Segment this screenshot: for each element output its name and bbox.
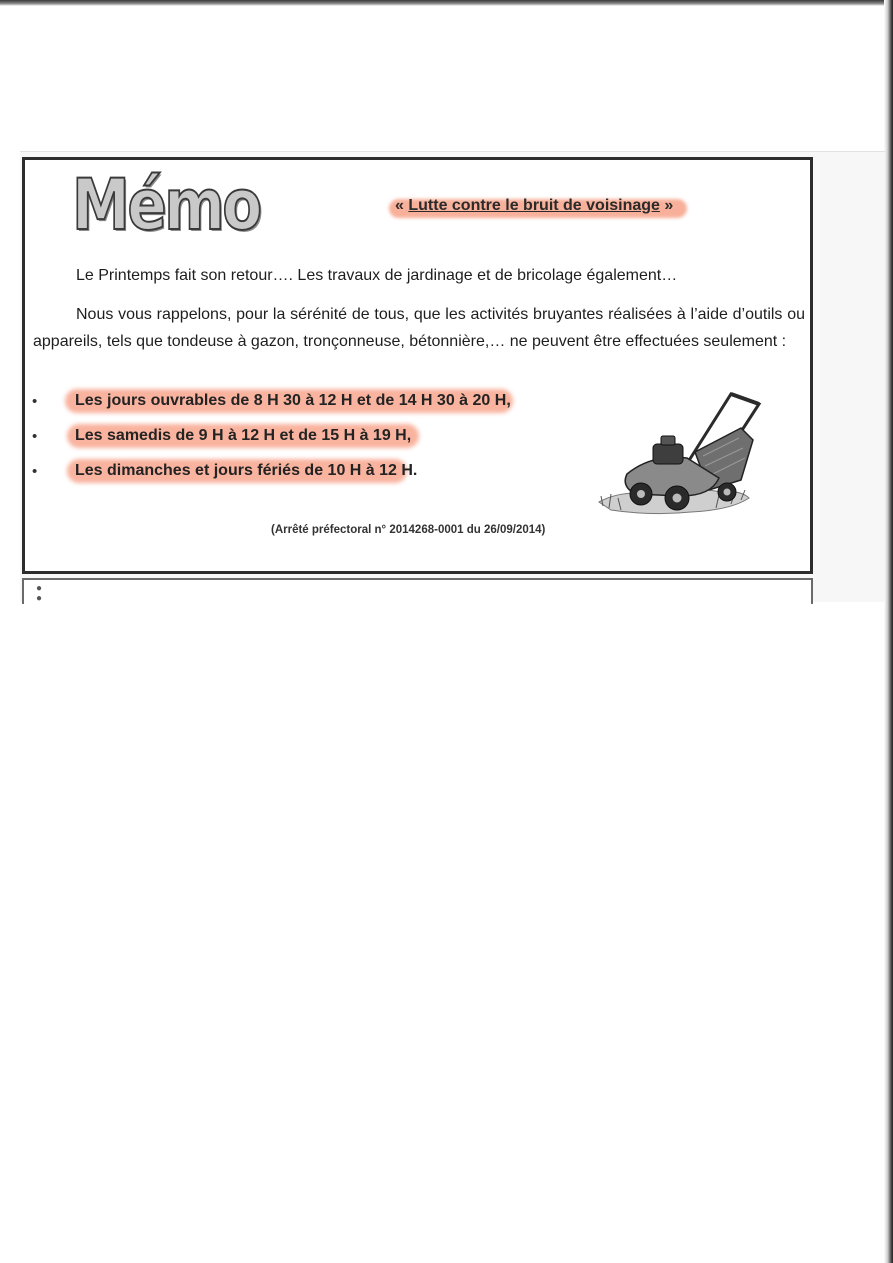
body-paragraph: Nous vous rappelons, pour la sérénité de tous, que les activités bruyantes réalisées à l’aide d’outils ou appareils, tels que tondeuse à gazon, tronçonneuse, bétonnière,… ne peuvent être effectuées seulement : [33,306,805,350]
subject-line [385,196,690,222]
decree-reference: (Arrêté préfectoral n° 2014268-0001 du 26/09/2014) [271,524,546,536]
rule-1: Les jours ouvrables de 8 H 30 à 12 H et de 14 H 30 à 20 H, [75,392,511,409]
scan-edge-right [884,0,893,1263]
rule-3: Les dimanches et jours fériés de 10 H à 12 H. [75,462,418,479]
rule-2: Les samedis de 9 H à 12 H et de 15 H à 19 H, [75,427,412,444]
cutoff-bullets: ● ● [36,583,43,604]
intro-text: Le Printemps fait son retour…. Les travaux de jardinage et de bricolage également… [76,267,678,284]
lawn-mower-icon [591,382,771,522]
scan-edge-top [0,0,893,6]
subject-text [395,197,673,215]
memo-title: Mémo [72,164,260,246]
next-section-cutoff [22,578,813,604]
subject-quote-close: » [664,197,674,214]
memo-box [22,157,813,574]
bullet-2: • [32,428,38,445]
subject-title: Lutte contre le bruit de voisinage [408,197,660,214]
bullet-3: • [32,463,38,480]
bullet-1: • [32,393,38,410]
subject-quote-open: « [395,197,404,214]
